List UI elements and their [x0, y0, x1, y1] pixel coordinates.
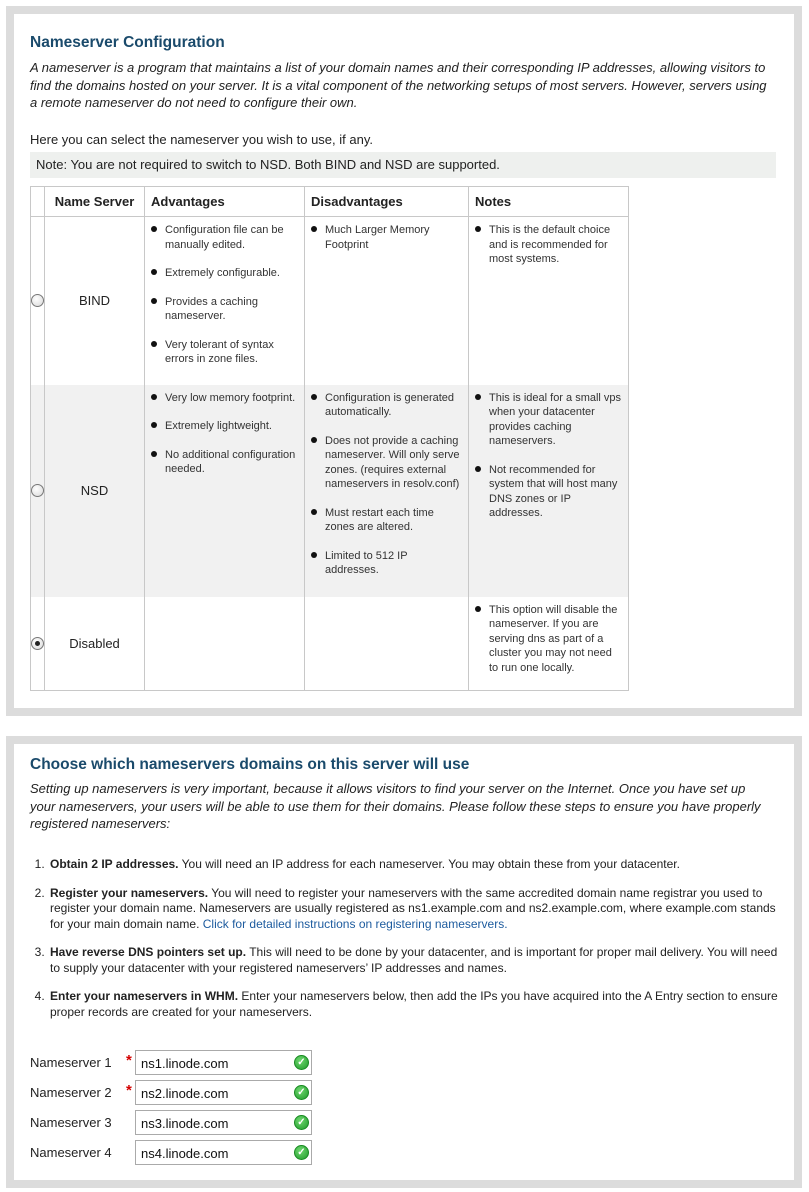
list-item: Very tolerant of syntax errors in zone files.	[145, 338, 300, 367]
list-item: Extremely lightweight.	[145, 419, 300, 434]
list-item: Not recommended for system that will host many DNS zones or IP addresses.	[469, 463, 624, 521]
nameserver-label: Nameserver 2	[30, 1085, 112, 1100]
advantages-list	[145, 223, 304, 367]
advantages-cell	[145, 597, 305, 691]
intro-text: Setting up nameservers is very important, because it allows visitors to find your server on the Internet. Once you have set up your nameservers, your users will be able to use them for their domains. Please follow these steps to ensure you have properly registered nameservers:	[30, 781, 761, 831]
step-text: You will need to register your nameservers with the same accredited domain name registrar you used to register your domain name. Nameservers are usually registered as ns1.example.com and ns2.example.com, where example.com stands for your main domain name.	[50, 885, 776, 931]
disadvantages-cell	[305, 597, 469, 691]
step-title: Obtain 2 IP addresses.	[50, 857, 179, 871]
advantages-cell	[145, 385, 305, 597]
list-item: Very low memory footprint.	[145, 391, 300, 406]
notes-list	[469, 603, 628, 676]
notes-cell	[469, 385, 629, 597]
notes-cell	[469, 217, 629, 385]
step-title: Have reverse DNS pointers set up.	[50, 945, 247, 959]
disadvantages-cell	[305, 217, 469, 385]
valid-check-icon: ✓	[294, 1145, 309, 1160]
valid-check-icon: ✓	[294, 1085, 309, 1100]
step-item	[48, 945, 780, 976]
section-title: Choose which nameservers domains on this server will use	[30, 756, 470, 773]
intro-text: A nameserver is a program that maintains a list of your domain names and their corresponding IP addresses, allowing visitors to find the domains hosted on your server. It is a vital component of the networking setups of most servers. However, servers using a remote nameserver do not need to configure their own.	[30, 60, 767, 110]
nameserver-selection-panel	[6, 736, 802, 1188]
registration-steps	[30, 857, 780, 1033]
nameserver-radio-nsd[interactable]	[31, 484, 44, 497]
disadvantages-list	[305, 223, 468, 252]
registration-instructions-link[interactable]: Click for detailed instructions on registering nameservers.	[202, 916, 508, 931]
nameserver-configuration-content	[14, 14, 794, 708]
valid-check-icon: ✓	[294, 1115, 309, 1130]
column-header-advantages: Advantages	[145, 187, 305, 217]
nameserver-3-input[interactable]: ns3.linode.com	[135, 1110, 312, 1135]
nameserver-name: BIND	[45, 217, 145, 385]
step-title: Enter your nameservers in WHM.	[50, 989, 239, 1003]
required-asterisk: *	[126, 1052, 132, 1069]
section-title: Nameserver Configuration	[30, 34, 225, 51]
list-item: This is ideal for a small vps when your datacenter provides caching nameservers.	[469, 391, 624, 449]
radio-cell	[31, 217, 45, 385]
step-title: Register your nameservers.	[50, 885, 209, 900]
advantages-list	[145, 391, 304, 477]
table-row	[31, 217, 629, 385]
notes-cell	[469, 597, 629, 691]
notes-list	[469, 223, 628, 267]
table-row	[31, 597, 629, 691]
step-text: You will need an IP address for each nameserver. You may obtain these from your datacenter.	[178, 857, 680, 871]
step-item	[48, 857, 780, 873]
list-item: Configuration is generated automatically.	[305, 391, 464, 420]
required-asterisk: *	[126, 1082, 132, 1099]
column-header-disadvantages: Disadvantages	[305, 187, 469, 217]
nameserver-2-input[interactable]: ns2.linode.com	[135, 1080, 312, 1105]
nameserver-label: Nameserver 4	[30, 1145, 112, 1160]
radio-cell	[31, 597, 45, 691]
nameserver-name: NSD	[45, 385, 145, 597]
disadvantages-cell	[305, 385, 469, 597]
step-item	[48, 886, 780, 933]
radio-cell	[31, 385, 45, 597]
nameserver-row-1	[30, 1050, 330, 1076]
step-text: This will need to be done by your datacenter, and is important for proper mail delivery. You will need to supply your datacenter with your registered nameservers’ IP addresses and names.	[50, 945, 778, 975]
list-item: Provides a caching nameserver.	[145, 295, 300, 324]
disadvantages-list	[305, 391, 468, 578]
list-item: Does not provide a caching nameserver. Will only serve zones. (requires external nameservers in resolv.conf)	[305, 434, 464, 492]
list-item: This option will disable the nameserver. If you are serving dns as part of a cluster you may not need to run one locally.	[469, 603, 624, 676]
nameserver-radio-disabled[interactable]	[31, 637, 44, 650]
nameserver-1-input[interactable]: ns1.linode.com	[135, 1050, 312, 1075]
nameserver-table	[30, 186, 629, 691]
advantages-cell	[145, 217, 305, 385]
nameserver-row-3	[30, 1110, 330, 1136]
table-header-row	[31, 187, 629, 217]
nameserver-row-2	[30, 1080, 330, 1106]
column-header-name-server: Name Server	[45, 187, 145, 217]
list-item: No additional configuration needed.	[145, 448, 300, 477]
valid-check-icon: ✓	[294, 1055, 309, 1070]
list-item: Limited to 512 IP addresses.	[305, 549, 464, 578]
nameserver-configuration-panel	[6, 6, 802, 716]
step-text: Enter your nameservers below, then add the IPs you have acquired into the A Entry section to ensure proper records are created for your nameservers.	[50, 989, 778, 1019]
column-header-notes: Notes	[469, 187, 629, 217]
nameserver-4-input[interactable]: ns4.linode.com	[135, 1140, 312, 1165]
list-item: Must restart each time zones are altered.	[305, 506, 464, 535]
notes-list	[469, 391, 628, 521]
step-item	[48, 989, 780, 1020]
table-row	[31, 385, 629, 597]
nameserver-row-4	[30, 1140, 330, 1166]
select-instruction: Here you can select the nameserver you wish to use, if any.	[30, 132, 373, 147]
list-item: This is the default choice and is recommended for most systems.	[469, 223, 624, 267]
nameserver-name: Disabled	[45, 597, 145, 691]
radio-column-header	[31, 187, 45, 217]
list-item: Configuration file can be manually edited.	[145, 223, 300, 252]
nameserver-radio-bind[interactable]	[31, 294, 44, 307]
nameserver-label: Nameserver 3	[30, 1115, 112, 1130]
list-item: Extremely configurable.	[145, 266, 300, 281]
nameserver-selection-content	[14, 744, 794, 1180]
nameserver-label: Nameserver 1	[30, 1055, 112, 1070]
list-item: Much Larger Memory Footprint	[305, 223, 464, 252]
note-box: Note: You are not required to switch to NSD. Both BIND and NSD are supported.	[30, 152, 776, 178]
